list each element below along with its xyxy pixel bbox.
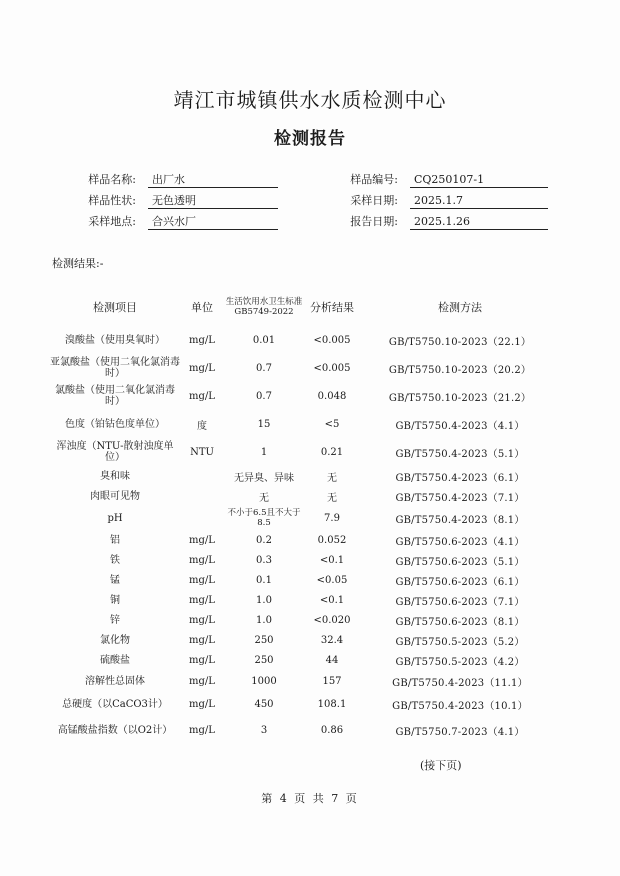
table-row <box>50 692 560 716</box>
standard-cell: 0.2 <box>256 534 272 546</box>
unit-cell <box>180 466 224 486</box>
standard-cell: 1000 <box>251 675 277 687</box>
result-cell: <0.1 <box>319 594 345 606</box>
sample-location-value: 合兴水厂 <box>148 214 278 230</box>
item-cell: 锌 <box>110 614 120 626</box>
standard-cell: 1 <box>260 446 268 458</box>
unit-cell: mg/L <box>189 634 215 646</box>
unit-cell: mg/L <box>189 534 215 546</box>
method-cell: GB/T5750.6-2023（7.1） <box>395 596 525 608</box>
table-row <box>50 382 560 410</box>
method-cell: GB/T5750.4-2023（7.1） <box>395 492 525 504</box>
org-title: 靖江市城镇供水水质检测中心 <box>173 88 447 112</box>
result-cell: 0.048 <box>317 390 347 402</box>
standard-cell: 450 <box>254 698 274 710</box>
unit-cell: mg/L <box>189 362 215 374</box>
sample-location-field <box>88 214 278 229</box>
standard-cell: 3 <box>260 724 268 736</box>
result-summary: 检测结果:- <box>52 257 104 270</box>
standard-cell: 0.3 <box>256 554 272 566</box>
item-cell: 溴酸盐（使用臭氧时） <box>65 334 165 346</box>
method-cell: GB/T5750.6-2023（5.1） <box>395 556 525 568</box>
method-cell: GB/T5750.5-2023（5.2） <box>395 636 525 648</box>
result-cell: <5 <box>324 418 340 430</box>
method-cell: GB/T5750.4-2023（10.1） <box>392 700 528 712</box>
method-cell: GB/T5750.4-2023（11.1） <box>392 677 528 689</box>
result-cell: <0.005 <box>313 362 351 374</box>
unit-cell <box>180 486 224 506</box>
item-cell: 氯化物 <box>100 634 130 646</box>
table-row <box>50 466 560 486</box>
result-cell: <0.005 <box>313 334 351 346</box>
sample-id-field <box>350 172 548 187</box>
report-date-value: 2025.1.26 <box>410 214 548 230</box>
standard-cell: 0.7 <box>256 362 272 374</box>
table-row <box>50 410 560 438</box>
sample-name-value: 出厂水 <box>148 172 278 188</box>
unit-cell: 度 <box>197 420 207 432</box>
table-row <box>50 570 560 590</box>
item-cell: 高锰酸盐指数（以O2计） <box>57 724 173 736</box>
result-cell: 0.86 <box>320 724 344 736</box>
sampling-date-label: 采样日期: <box>350 194 398 207</box>
table-row <box>50 550 560 570</box>
unit-cell: mg/L <box>189 574 215 586</box>
header-item: 检测项目 <box>93 301 137 314</box>
unit-cell: mg/L <box>189 698 215 710</box>
table-row <box>50 650 560 670</box>
header-result: 分析结果 <box>310 301 354 314</box>
sampling-date-field <box>350 193 548 208</box>
item-cell: 溶解性总固体 <box>85 675 145 687</box>
item-cell: 铁 <box>110 554 120 566</box>
unit-cell: mg/L <box>189 334 215 346</box>
result-cell: 无 <box>327 472 337 484</box>
table-row <box>50 610 560 630</box>
sample-status-label: 样品性状: <box>88 194 136 207</box>
item-cell: 臭和味 <box>100 470 130 482</box>
header-standard: 生活饮用水卫生标准GB5749-2022 <box>225 297 303 317</box>
standard-cell: 0.7 <box>256 390 272 402</box>
method-cell: GB/T5750.4-2023（5.1） <box>395 448 525 460</box>
method-cell: GB/T5750.6-2023（4.1） <box>395 536 525 548</box>
standard-cell: 无 <box>259 492 269 504</box>
header-unit: 单位 <box>191 301 213 314</box>
result-cell: <0.1 <box>319 554 345 566</box>
standard-cell: 1.0 <box>256 614 272 626</box>
method-cell: GB/T5750.4-2023（4.1） <box>395 420 525 432</box>
item-cell: 锰 <box>110 574 120 586</box>
item-cell: 总硬度（以CaCO3计） <box>62 698 168 710</box>
table-header-row <box>50 288 560 326</box>
standard-cell: 无异臭、异味 <box>234 472 294 484</box>
table-row <box>50 438 560 466</box>
result-cell: 32.4 <box>320 634 344 646</box>
item-cell: 铜 <box>110 594 120 606</box>
item-cell: 铝 <box>110 534 120 546</box>
table-row <box>50 630 560 650</box>
unit-cell: mg/L <box>189 594 215 606</box>
table-row <box>50 486 560 506</box>
table-row <box>50 590 560 610</box>
sample-name-label: 样品名称: <box>88 173 136 186</box>
sample-id-label: 样品编号: <box>350 173 398 186</box>
page-footer: 第 4 页 共 7 页 <box>261 792 359 805</box>
method-cell: GB/T5750.7-2023（4.1） <box>395 726 525 738</box>
method-cell: GB/T5750.10-2023（22.1） <box>388 336 532 348</box>
unit-cell: mg/L <box>189 675 215 687</box>
table-row <box>50 670 560 692</box>
table-row <box>50 716 560 744</box>
result-cell: 0.052 <box>317 534 347 546</box>
table-row <box>50 354 560 382</box>
unit-cell: mg/L <box>189 614 215 626</box>
sample-id-value: CQ250107-1 <box>410 172 548 188</box>
sample-name-field <box>88 172 278 187</box>
unit-cell: mg/L <box>189 654 215 666</box>
item-cell: pH <box>107 512 123 524</box>
standard-cell: 250 <box>254 634 274 646</box>
unit-cell: mg/L <box>189 554 215 566</box>
result-cell: 108.1 <box>317 698 347 710</box>
result-cell: 157 <box>322 675 342 687</box>
results-table <box>50 288 560 744</box>
item-cell: 肉眼可见物 <box>90 490 140 502</box>
method-cell: GB/T5750.10-2023（21.2） <box>388 392 532 404</box>
method-cell: GB/T5750.4-2023（6.1） <box>395 472 525 484</box>
item-cell: 浑浊度（NTU-散射浊度单位） <box>56 441 174 463</box>
method-cell: GB/T5750.6-2023（8.1） <box>395 616 525 628</box>
sample-location-label: 采样地点: <box>88 215 136 228</box>
result-cell: <0.020 <box>313 614 351 626</box>
result-cell: 44 <box>325 654 339 666</box>
table-row <box>50 326 560 354</box>
header-method: 检测方法 <box>438 301 482 314</box>
standard-cell: 0.1 <box>256 574 272 586</box>
result-cell: 无 <box>327 492 337 504</box>
continued-note: (接下页) <box>420 759 462 772</box>
method-cell: GB/T5750.6-2023（6.1） <box>395 576 525 588</box>
method-cell: GB/T5750.5-2023（4.2） <box>395 656 525 668</box>
item-cell: 亚氯酸盐（使用二氧化氯消毒时） <box>50 357 180 379</box>
unit-cell: NTU <box>190 446 214 458</box>
table-row <box>50 506 560 530</box>
sample-status-field <box>88 193 278 208</box>
item-cell: 氯酸盐（使用二氧化氯消毒时） <box>55 385 175 407</box>
report-title: 检测报告 <box>274 129 346 149</box>
standard-cell: 不小于6.5且不大于8.5 <box>227 508 301 528</box>
unit-cell <box>180 506 224 530</box>
method-cell: GB/T5750.4-2023（8.1） <box>395 514 525 526</box>
result-cell: <0.05 <box>316 574 348 586</box>
sample-status-value: 无色透明 <box>148 193 278 209</box>
unit-cell: mg/L <box>189 724 215 736</box>
table-body <box>50 326 560 744</box>
result-cell: 7.9 <box>324 512 340 524</box>
sampling-date-value: 2025.1.7 <box>410 193 548 209</box>
standard-cell: 0.01 <box>252 334 276 346</box>
method-cell: GB/T5750.10-2023（20.2） <box>388 364 532 376</box>
report-date-label: 报告日期: <box>350 215 398 228</box>
item-cell: 色度（铂钴色度单位） <box>65 418 165 430</box>
item-cell: 硫酸盐 <box>100 654 130 666</box>
result-cell: 0.21 <box>320 446 344 458</box>
table-row <box>50 530 560 550</box>
standard-cell: 250 <box>254 654 274 666</box>
standard-cell: 15 <box>257 418 271 430</box>
unit-cell: mg/L <box>189 390 215 402</box>
report-date-field <box>350 214 548 229</box>
standard-cell: 1.0 <box>256 594 272 606</box>
